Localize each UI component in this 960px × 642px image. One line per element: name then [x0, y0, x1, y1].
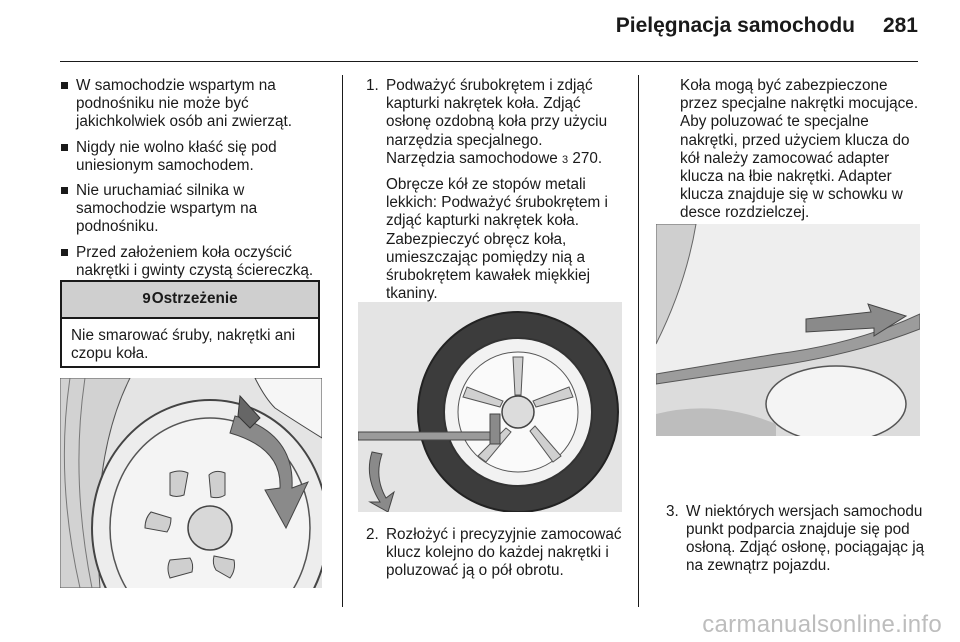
warning-text: Nie smarować śruby, nakrętki ani czopu koła. [71, 327, 296, 363]
safety-bullet-list [60, 77, 330, 280]
step-1-number: 1. [366, 77, 379, 94]
tools-reference-page: 270. [572, 149, 603, 167]
step-1-text: Podważyć śrubokrętem i zdjąć kapturki nakrętek koła. Zdjąć osłonę ozdobną koła przy użyciu narzędzia specjalnego. [386, 77, 608, 149]
middle-column [366, 77, 624, 303]
jacking-point-illustration [656, 224, 920, 436]
step-1 [366, 77, 624, 169]
bullet-square-icon [61, 82, 68, 89]
warning-header [62, 282, 318, 319]
column-divider-left [342, 75, 343, 607]
watermark: carmanualsonline.info [702, 611, 942, 638]
step-3-text: W niektórych wersjach samochodu punkt podparcia znajduje się pod osłoną. Zdjąć osłonę, pociągając ją na zewnątrz pojazdu. [686, 502, 925, 575]
wheel-cover-illustration [60, 378, 322, 588]
header-divider [60, 61, 918, 62]
bullet-item: Przed założeniem koła oczyścić nakrętki i gwinty czystą ściereczką. [60, 244, 330, 280]
tools-reference-label: Narzędzia samochodowe [386, 149, 558, 167]
right-column [680, 77, 920, 223]
page-title: Pielęgnacja samochodu [615, 14, 855, 37]
page-reference-icon: 3 [562, 153, 569, 166]
page-number: 281 [882, 14, 918, 37]
bullet-square-icon [61, 144, 68, 151]
step-2-text: Rozłożyć i precyzyjnie zamocować klucz kolejno do każdej nakrętki i poluzować ją o pół obrotu. [386, 526, 622, 580]
bullet-square-icon [61, 249, 68, 256]
warning-icon: 9 [142, 290, 151, 308]
column-divider-right [638, 75, 639, 607]
bullet-item: Nigdy nie wolno kłaść się pod uniesionym samochodem. [60, 139, 330, 175]
bullet-item: Nie uruchamiać silnika w samochodzie wspartym na podnośniku. [60, 182, 330, 237]
warning-title: Ostrzeżenie [151, 290, 238, 308]
step-2 [366, 526, 624, 581]
bullet-square-icon [61, 187, 68, 194]
locking-nut-note: Koła mogą być zabezpieczone przez specjalne nakrętki mocujące. Aby poluzować te specjalne nakrętki, przed użyciem klucza do kół należy zamocować adapter klucza na łbie nakrętki. Adapter klucza znajduje się w schowku w desce rozdzielczej. [680, 77, 919, 222]
wrench-illustration [358, 302, 622, 512]
step-3-number: 3. [666, 502, 679, 520]
alloy-rim-note: Obręcze kół ze stopów metali lekkich: Podważyć śrubokrętem i zdjąć kapturki nakrętek koła. Zabezpieczyć obręcz koła, umieszczając pomiędzy nią a śrubokrętem kawałek miękkiej tkaniny. [386, 176, 608, 303]
bullet-item: W samochodzie wspartym na podnośniku nie może być jakichkolwiek osób ani zwierząt. [60, 77, 330, 132]
step-2-number: 2. [366, 526, 379, 543]
step-3 [666, 503, 942, 576]
left-column [60, 77, 330, 287]
warning-box [60, 280, 320, 368]
